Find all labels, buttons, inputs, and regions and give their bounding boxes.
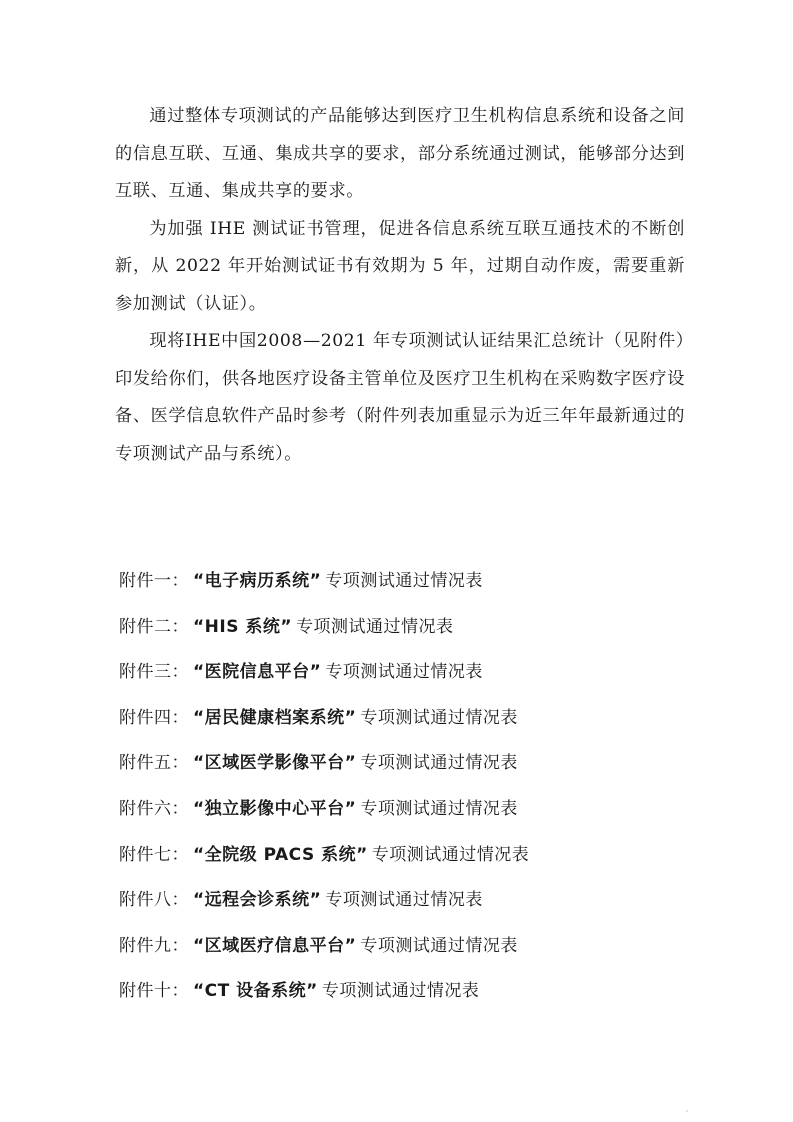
- attachment-suffix: 专项测试通过情况表: [360, 935, 518, 956]
- attachment-suffix: 专项测试通过情况表: [360, 753, 518, 774]
- attachment-name: “远程会诊系统”: [193, 890, 322, 911]
- attachment-suffix: 专项测试通过情况表: [325, 662, 483, 683]
- paragraph-interoperability: 通过整体专项测试的产品能够达到医疗卫生机构信息系统和设备之间的信息互联、互通、集成共享的要求，部分系统通过测试，能够部分达到互联、互通、集成共享的要求。: [115, 106, 685, 201]
- attachment-suffix: 专项测试通过情况表: [296, 616, 454, 637]
- attachment-suffix: 专项测试通过情况表: [325, 890, 483, 911]
- attachment-label: 附件二：: [119, 616, 189, 637]
- scan-speck: [686, 1110, 688, 1112]
- attachment-label: 附件一：: [119, 571, 189, 591]
- attachment-suffix: 专项测试通过情况表: [360, 798, 518, 819]
- paragraph-results-release: 现将IHE中国2008—2021 年专项测试认证结果汇总统计（见附件）印发给你们，供各地医疗设备主管单位及医疗卫生机构在采购数字医疗设备、医学信息软件产品时参考（附件列表加重显示为近三年年最新通过的专项测试产品与系统）。: [115, 331, 685, 464]
- attachment-item-7: [119, 840, 719, 886]
- attachment-item-1: [119, 566, 719, 612]
- attachment-item-8: [119, 885, 719, 931]
- attachment-name: “HIS 系统”: [193, 616, 293, 637]
- attachment-name: “区域医疗信息平台”: [193, 935, 357, 956]
- attachment-label: 附件六：: [119, 798, 189, 819]
- attachment-item-6: [119, 794, 719, 840]
- attachment-name: “CT 设备系统”: [193, 981, 318, 1002]
- attachment-name: “居民健康档案系统”: [193, 707, 357, 728]
- attachment-name: “独立影像中心平台”: [193, 798, 357, 819]
- attachment-label: 附件三：: [119, 662, 189, 683]
- attachment-label: 附件九：: [119, 935, 189, 956]
- attachment-item-3: [119, 657, 719, 703]
- attachment-item-4: [119, 703, 719, 749]
- attachment-suffix: 专项测试通过情况表: [371, 844, 530, 865]
- attachment-suffix: 专项测试通过情况表: [321, 981, 480, 1002]
- attachment-name: “医院信息平台”: [193, 662, 322, 683]
- attachment-name: “全院级 PACS 系统”: [193, 844, 368, 865]
- body-text: [115, 98, 685, 473]
- paragraph-certificate-validity: 为加强 IHE 测试证书管理，促进各信息系统互联互通技术的不断创新，从 2022 年开始测试证书有效期为 5 年，过期自动作废，需要重新参加测试（认证）。: [115, 218, 685, 314]
- attachment-name: “区域医学影像平台”: [193, 753, 357, 774]
- attachment-label: 附件五：: [119, 753, 189, 774]
- attachment-list: [119, 566, 719, 1022]
- attachment-item-5: [119, 748, 719, 794]
- attachment-item-2: [119, 612, 719, 658]
- attachment-label: 附件七：: [119, 844, 189, 865]
- attachment-suffix: 专项测试通过情况表: [325, 571, 483, 591]
- attachment-label: 附件十：: [119, 981, 189, 1002]
- attachment-item-10: [119, 976, 719, 1022]
- attachment-label: 附件四：: [119, 707, 189, 728]
- attachment-item-9: [119, 931, 719, 977]
- attachment-name: “电子病历系统”: [193, 571, 322, 591]
- attachment-label: 附件八：: [119, 890, 189, 911]
- attachment-suffix: 专项测试通过情况表: [360, 707, 518, 728]
